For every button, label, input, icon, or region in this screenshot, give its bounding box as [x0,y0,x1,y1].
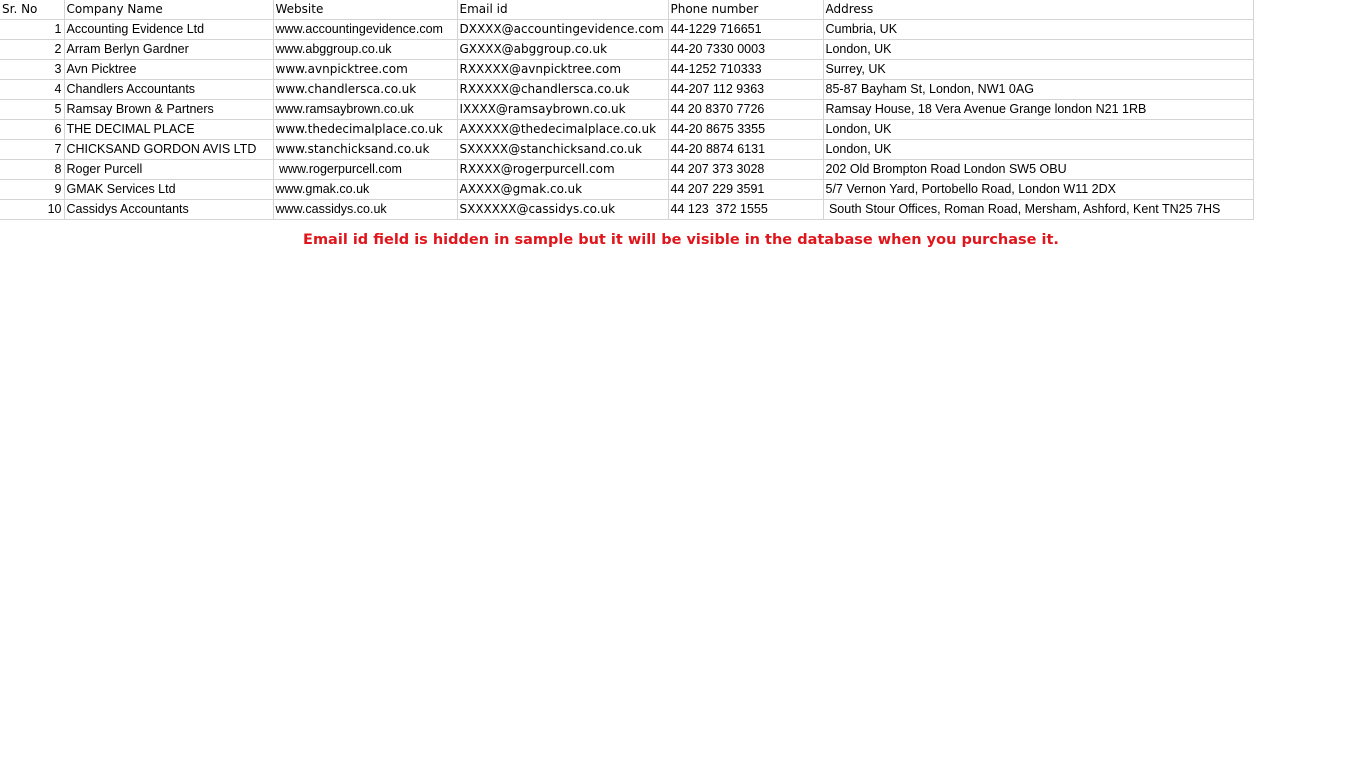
cell-website[interactable]: www.chandlersca.co.uk [273,80,457,100]
cell-company-name[interactable]: Cassidys Accountants [64,200,273,220]
cell-email-id[interactable]: GXXXX@abggroup.co.uk [457,40,668,60]
cell-address[interactable]: Cumbria, UK [823,20,1253,40]
cell-phone-number[interactable]: 44-1229 716651 [668,20,823,40]
cell-email-id[interactable]: RXXXXX@chandlersca.co.uk [457,80,668,100]
cell-phone-number[interactable]: 44 123 372 1555 [668,200,823,220]
table-row [0,40,1253,60]
header-company-name[interactable]: Company Name [64,0,273,20]
cell-phone-number[interactable]: 44-20 8675 3355 [668,120,823,140]
cell-website[interactable]: www.cassidys.co.uk [273,200,457,220]
cell-website[interactable]: www.gmak.co.uk [273,180,457,200]
cell-website[interactable]: www.stanchicksand.co.uk [273,140,457,160]
cell-address[interactable]: 5/7 Vernon Yard, Portobello Road, London W11 2DX [823,180,1253,200]
cell-address[interactable]: 202 Old Brompton Road London SW5 OBU [823,160,1253,180]
cell-sr-no[interactable]: 7 [0,140,64,160]
cell-sr-no[interactable]: 1 [0,20,64,40]
cell-sr-no[interactable]: 6 [0,120,64,140]
cell-sr-no[interactable]: 3 [0,60,64,80]
header-email-id[interactable]: Email id [457,0,668,20]
cell-sr-no[interactable]: 2 [0,40,64,60]
cell-website[interactable]: www.rogerpurcell.com [273,160,457,180]
company-table [0,0,1254,220]
header-website[interactable]: Website [273,0,457,20]
cell-sr-no[interactable]: 4 [0,80,64,100]
cell-phone-number[interactable]: 44-1252 710333 [668,60,823,80]
cell-company-name[interactable]: Roger Purcell [64,160,273,180]
cell-email-id[interactable]: AXXXXX@thedecimalplace.co.uk [457,120,668,140]
cell-website[interactable]: www.avnpicktree.com [273,60,457,80]
cell-email-id[interactable]: SXXXXXX@cassidys.co.uk [457,200,668,220]
email-hidden-notice [0,232,1362,248]
table-row [0,200,1253,220]
cell-company-name[interactable]: Chandlers Accountants [64,80,273,100]
table-row [0,160,1253,180]
table-row [0,20,1253,40]
cell-sr-no[interactable]: 10 [0,200,64,220]
cell-address[interactable]: Ramsay House, 18 Vera Avenue Grange london N21 1RB [823,100,1253,120]
cell-website[interactable]: www.abggroup.co.uk [273,40,457,60]
cell-email-id[interactable]: AXXXX@gmak.co.uk [457,180,668,200]
table-row [0,60,1253,80]
cell-email-id[interactable]: DXXXX@accountingevidence.com [457,20,668,40]
cell-sr-no[interactable]: 8 [0,160,64,180]
cell-company-name[interactable]: Avn Picktree [64,60,273,80]
cell-address[interactable]: 85-87 Bayham St, London, NW1 0AG [823,80,1253,100]
cell-company-name[interactable]: Accounting Evidence Ltd [64,20,273,40]
cell-website[interactable]: www.accountingevidence.com [273,20,457,40]
cell-website[interactable]: www.ramsaybrown.co.uk [273,100,457,120]
cell-address[interactable]: London, UK [823,120,1253,140]
table-row [0,140,1253,160]
cell-sr-no[interactable]: 9 [0,180,64,200]
cell-phone-number[interactable]: 44-20 8874 6131 [668,140,823,160]
cell-phone-number[interactable]: 44 207 373 3028 [668,160,823,180]
cell-website[interactable]: www.thedecimalplace.co.uk [273,120,457,140]
cell-address[interactable]: South Stour Offices, Roman Road, Mersham, Ashford, Kent TN25 7HS [823,200,1253,220]
table-row [0,120,1253,140]
cell-email-id[interactable]: RXXXXX@avnpicktree.com [457,60,668,80]
spreadsheet [0,0,1254,220]
table-row [0,100,1253,120]
header-row [0,0,1253,20]
cell-phone-number[interactable]: 44-207 112 9363 [668,80,823,100]
cell-email-id[interactable]: IXXXX@ramsaybrown.co.uk [457,100,668,120]
cell-company-name[interactable]: Ramsay Brown & Partners [64,100,273,120]
cell-address[interactable]: Surrey, UK [823,60,1253,80]
header-address[interactable]: Address [823,0,1253,20]
header-phone-number[interactable]: Phone number [668,0,823,20]
cell-phone-number[interactable]: 44 207 229 3591 [668,180,823,200]
cell-email-id[interactable]: SXXXXX@stanchicksand.co.uk [457,140,668,160]
cell-sr-no[interactable]: 5 [0,100,64,120]
cell-phone-number[interactable]: 44 20 8370 7726 [668,100,823,120]
cell-address[interactable]: London, UK [823,40,1253,60]
cell-company-name[interactable]: Arram Berlyn Gardner [64,40,273,60]
header-sr-no[interactable]: Sr. No [0,0,64,20]
notice-text: Email id field is hidden in sample but it will be visible in the database when you purchase it. [303,232,1059,248]
table-row [0,80,1253,100]
table-row [0,180,1253,200]
cell-company-name[interactable]: CHICKSAND GORDON AVIS LTD [64,140,273,160]
cell-email-id[interactable]: RXXXX@rogerpurcell.com [457,160,668,180]
cell-company-name[interactable]: GMAK Services Ltd [64,180,273,200]
cell-phone-number[interactable]: 44-20 7330 0003 [668,40,823,60]
cell-address[interactable]: London, UK [823,140,1253,160]
cell-company-name[interactable]: THE DECIMAL PLACE [64,120,273,140]
